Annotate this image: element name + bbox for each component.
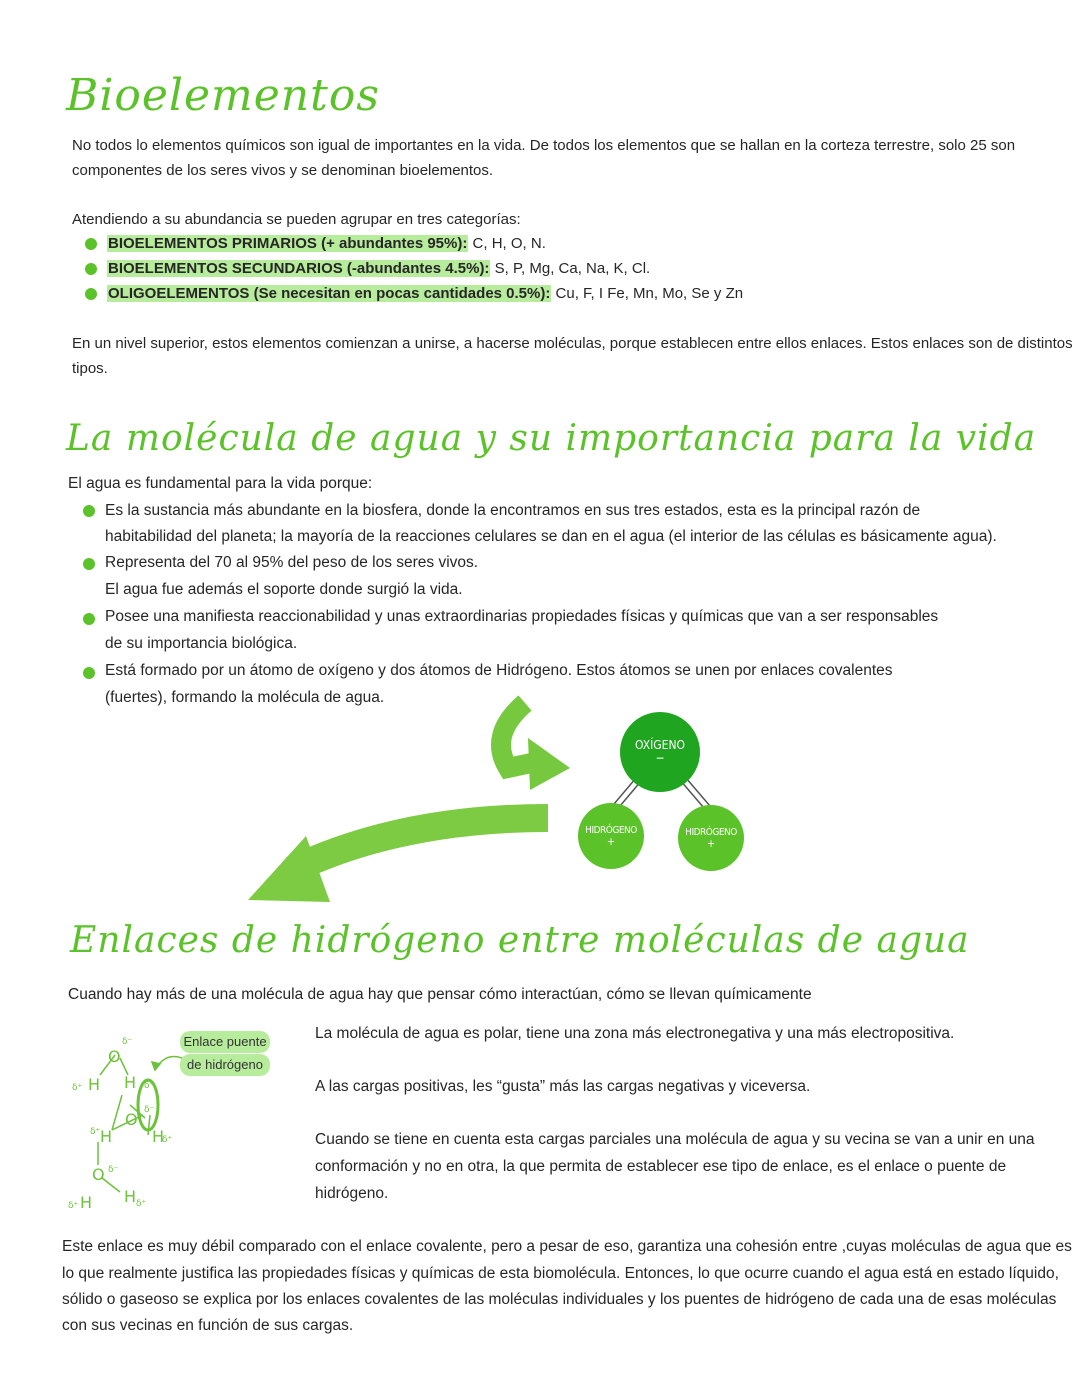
title-bioelementos: Bioelementos — [66, 70, 380, 121]
big-curved-arrow-icon — [248, 818, 548, 902]
oxygen-label: OXÍGENO — [634, 738, 686, 752]
bullet-dot-oligo — [85, 288, 97, 300]
mol-delta-plus-2: δ⁺ — [144, 1081, 155, 1091]
polar-paragraph: La molécula de agua es polar, tiene una zona más electronegativa y una más electropositiva. — [315, 1025, 955, 1042]
final-paragraph-line2: lo que realmente justifica las propiedades físicas y químicas de esta biomolécula. Entonces, lo que ocurre cuando el agua está en estado líquido, — [62, 1265, 1059, 1282]
bullet-dot-2 — [83, 558, 95, 570]
oxygen-circle — [620, 712, 700, 792]
hydrogen-right-label: HIDRÓGENO — [685, 827, 737, 838]
intro-paragraph-line2: componentes de los seres vivos y se denominan bioelementos. — [72, 162, 494, 179]
bond-label-badge — [180, 1031, 270, 1076]
oxygen-charge: − — [655, 751, 665, 765]
bullet-dot-secondary — [85, 263, 97, 275]
mol-delta-plus-5: δ⁺ — [68, 1201, 79, 1210]
category-primary-elements: C, H, O, N. — [472, 235, 546, 252]
category-oligo — [107, 281, 743, 307]
bullet-4-line1: Está formado por un átomo de oxígeno y dos átomos de Hidrógeno. Estos átomos se unen por enlaces covalentes — [105, 662, 893, 679]
title-enlaces-hidrogeno: Enlaces de hidrógeno entre moléculas de agua — [70, 920, 970, 961]
mol-o-1: O — [108, 1047, 121, 1066]
hydrogen-left-charge: + — [606, 835, 616, 848]
curved-arrow-icon — [501, 703, 570, 790]
mol-delta-plus-1: δ⁺ — [72, 1083, 83, 1093]
category-primary-label: BIOELEMENTOS PRIMARIOS (+ abundantes 95%): — [108, 235, 468, 252]
category-primary — [107, 231, 546, 257]
bond-paragraph-line3: hidrógeno. — [315, 1185, 389, 1202]
bullet-4-line2: (fuertes), formando la molécula de agua. — [105, 689, 385, 706]
bullet-1-line2: habitabilidad del planeta; la mayoría de la reacciones celulares se dan en el agua (el interior de las células es básicamente agua). — [105, 528, 997, 545]
category-secondary — [107, 256, 650, 282]
hydrogen-left-label: HIDRÓGENO — [585, 825, 637, 836]
categories-intro: Atendiendo a su abundancia se pueden agrupar en tres categorías: — [72, 211, 521, 228]
mol-h-3: H — [100, 1127, 113, 1146]
bullet-2-line2: El agua fue además el soporte donde surgió la vida. — [105, 581, 463, 598]
category-oligo-elements: Cu, F, I Fe, Mn, Mo, Se y Zn — [555, 285, 744, 302]
bond-label-line2: de hidrógeno — [180, 1054, 270, 1076]
agua-intro: El agua es fundamental para la vida porque: — [68, 475, 373, 492]
enlaces-intro: Cuando hay más de una molécula de agua hay que pensar cómo interactúan, cómo se llevan químicamente — [68, 986, 812, 1003]
mol-delta-plus-3: δ⁺ — [90, 1127, 101, 1137]
outro-paragraph-line2: tipos. — [72, 360, 108, 377]
mol-delta-minus-1: δ⁻ — [122, 1037, 133, 1047]
final-paragraph-line1: Este enlace es muy débil comparado con el enlace covalente, pero a pesar de eso, garantiza una cohesión entre ,cuyas moléculas de agua que es — [62, 1238, 1072, 1255]
bullet-dot-1 — [83, 505, 95, 517]
bullet-3-line1: Posee una manifiesta reaccionabilidad y unas extraordinarias propiedades físicas y químicas que van a ser responsables — [105, 608, 939, 625]
intro-paragraph-line1: No todos lo elementos químicos son igual de importantes en la vida. De todos los elementos que se hallan en la corteza terrestre, solo 25 son — [72, 137, 1016, 154]
bullet-3-line2: de su importancia biológica. — [105, 635, 298, 652]
mol-h-5: H — [80, 1193, 93, 1210]
mol-o-2: O — [125, 1110, 138, 1129]
category-secondary-label: BIOELEMENTOS SECUNDARIOS (-abundantes 4.5%): — [108, 260, 490, 277]
mol-delta-plus-4: δ⁺ — [162, 1135, 173, 1145]
title-molecula-agua: La molécula de agua y su importancia para la vida — [66, 418, 1037, 459]
hydrogen-circle-left — [578, 803, 644, 869]
final-paragraph-line3: sólido o gaseoso se explica por los enlaces covalentes de las moléculas individuales y los puentes de hidrógeno de cada una de esas moléculas — [62, 1291, 1057, 1308]
category-secondary-elements: S, P, Mg, Ca, Na, K, Cl. — [494, 260, 651, 277]
mol-o-3: O — [92, 1165, 105, 1184]
final-paragraph-line4: con sus vecinas en función de sus cargas. — [62, 1317, 354, 1334]
mol-delta-plus-6: δ⁺ — [136, 1199, 147, 1209]
category-oligo-label: OLIGOELEMENTOS (Se necesitan en pocas cantidades 0.5%): — [108, 285, 551, 302]
bond-label-line1: Enlace puente — [180, 1031, 270, 1053]
hydrogen-circle-right — [678, 805, 744, 871]
outro-paragraph-line1: En un nivel superior, estos elementos comienzan a unirse, a hacerse moléculas, porque establecen entre ellos enlaces. Estos enlaces son de distintos — [72, 335, 1073, 352]
mol-h-6: H — [124, 1187, 137, 1206]
mol-h-4: H — [152, 1127, 165, 1146]
bond-paragraph-line1: Cuando se tiene en cuenta esta cargas parciales una molécula de agua y su vecina se van a unir en una — [315, 1131, 1035, 1148]
charges-paragraph: A las cargas positivas, les “gusta” más las cargas negativas y viceversa. — [315, 1078, 811, 1095]
mol-delta-minus-2: δ⁻ — [144, 1105, 155, 1115]
mol-delta-minus-3: δ⁻ — [108, 1165, 119, 1175]
mol-h-1: H — [88, 1075, 101, 1094]
bullet-2-line1: Representa del 70 al 95% del peso de los seres vivos. — [105, 554, 479, 571]
bullet-dot-4 — [83, 667, 95, 679]
bullet-dot-primary — [85, 238, 97, 250]
bullet-dot-3 — [83, 613, 95, 625]
hydrogen-right-charge: + — [706, 837, 716, 850]
bullet-1-line1: Es la sustancia más abundante en la biosfera, donde la encontramos en sus tres estados, esta es la principal razón de — [105, 502, 921, 519]
bond-paragraph-line2: conformación y no en otra, la que permita de establecer ese tipo de enlace, es el enlace o puente de — [315, 1158, 1007, 1175]
bond-line-right-2 — [686, 778, 710, 806]
mol-h-2: H — [124, 1073, 137, 1092]
